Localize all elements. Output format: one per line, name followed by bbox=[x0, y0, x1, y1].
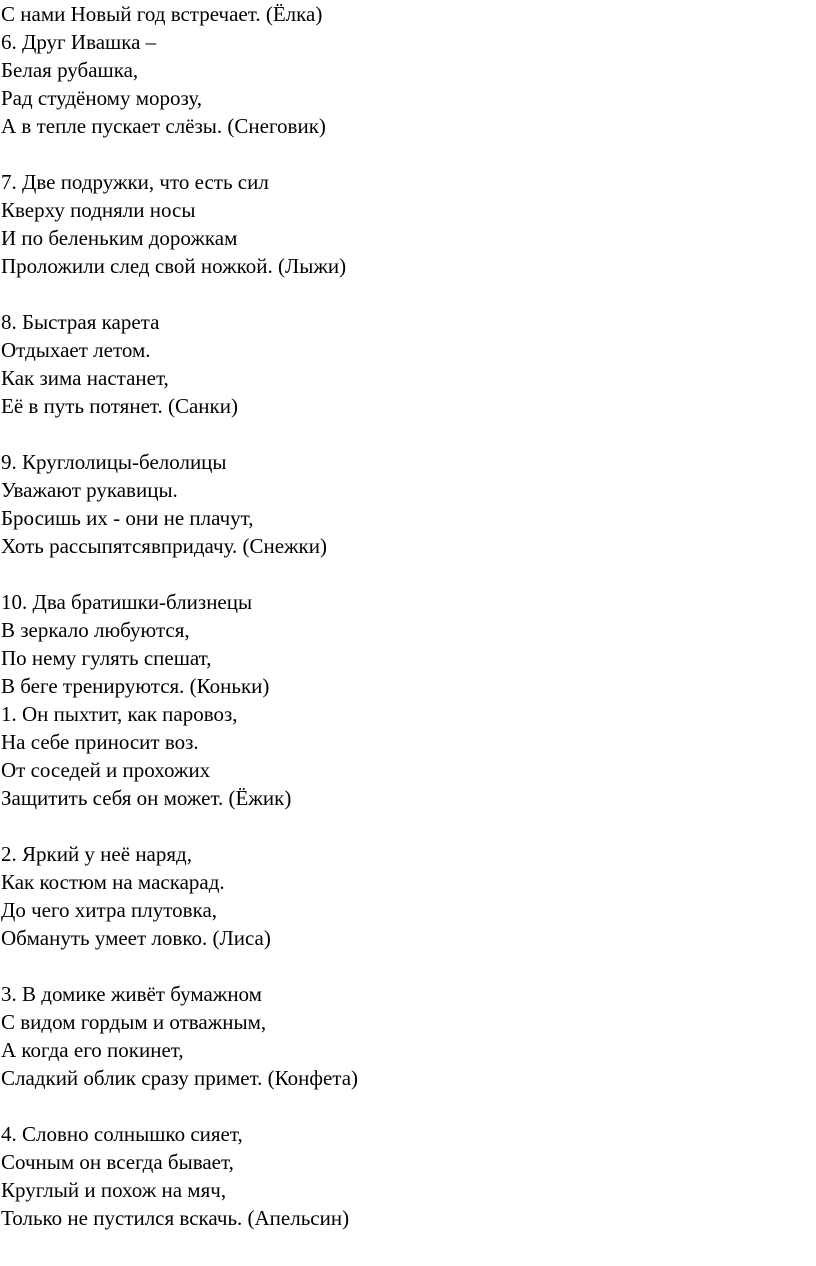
blank-line bbox=[1, 812, 801, 840]
text-line: С видом гордым и отважным, bbox=[1, 1010, 267, 1034]
text-line: А в тепле пускает слёзы. (Снеговик) bbox=[1, 114, 326, 138]
text-line: Кверху подняли носы bbox=[1, 198, 196, 222]
text-line: В беге тренируются. (Коньки) bbox=[1, 674, 270, 698]
text-line: А когда его покинет, bbox=[1, 1038, 184, 1062]
blank-line bbox=[1, 140, 801, 168]
text-line: Уважают рукавицы. bbox=[1, 478, 178, 502]
text-line: Её в путь потянет. (Санки) bbox=[1, 394, 238, 418]
text-line: Только не пустился вскачь. (Апельсин) bbox=[1, 1206, 350, 1230]
blank-line bbox=[1, 280, 801, 308]
blank-line bbox=[1, 1092, 801, 1120]
text-line: Круглый и похож на мяч, bbox=[1, 1178, 227, 1202]
text-line: Проложили след свой ножкой. (Лыжи) bbox=[1, 254, 347, 278]
text-line: На себе приносит воз. bbox=[1, 730, 199, 754]
text-line: 8. Быстрая карета bbox=[1, 310, 160, 334]
text-line: Обмануть умеет ловко. (Лиса) bbox=[1, 926, 271, 950]
text-line: С нами Новый год встречает. (Ёлка) bbox=[1, 2, 323, 26]
text-line: Отдыхает летом. bbox=[1, 338, 151, 362]
text-line: 10. Два братишки-близнецы bbox=[1, 590, 253, 614]
blank-line bbox=[1, 420, 801, 448]
text-line: 4. Словно солнышко сияет, bbox=[1, 1122, 243, 1146]
text-line: Как костюм на маскарад. bbox=[1, 870, 225, 894]
text-line: Хоть рассыпятсявпридачу. (Снежки) bbox=[1, 534, 327, 558]
text-line: Защитить себя он может. (Ёжик) bbox=[1, 786, 292, 810]
text-line: 7. Две подружки, что есть сил bbox=[1, 170, 269, 194]
blank-line bbox=[1, 952, 801, 980]
text-line: 9. Круглолицы-белолицы bbox=[1, 450, 227, 474]
blank-line bbox=[1, 560, 801, 588]
text-line: От соседей и прохожих bbox=[1, 758, 211, 782]
text-line: Как зима настанет, bbox=[1, 366, 169, 390]
text-line: В зеркало любуются, bbox=[1, 618, 190, 642]
text-line: Сладкий облик сразу примет. (Конфета) bbox=[1, 1066, 359, 1090]
text-line: До чего хитра плутовка, bbox=[1, 898, 218, 922]
text-line: По нему гулять спешат, bbox=[1, 646, 212, 670]
text-line: Сочным он всегда бывает, bbox=[1, 1150, 234, 1174]
text-line: И по беленьким дорожкам bbox=[1, 226, 238, 250]
text-line: Рад студёному морозу, bbox=[1, 86, 203, 110]
text-line: 2. Яркий у неё наряд, bbox=[1, 842, 192, 866]
text-line: 1. Он пыхтит, как паровоз, bbox=[1, 702, 238, 726]
text-line: 3. В домике живёт бумажном bbox=[1, 982, 262, 1006]
text-line: Белая рубашка, bbox=[1, 58, 139, 82]
text-line: 6. Друг Ивашка – bbox=[1, 30, 157, 54]
text-line: Бросишь их - они не плачут, bbox=[1, 506, 254, 530]
riddles-text bbox=[1, 0, 801, 1232]
